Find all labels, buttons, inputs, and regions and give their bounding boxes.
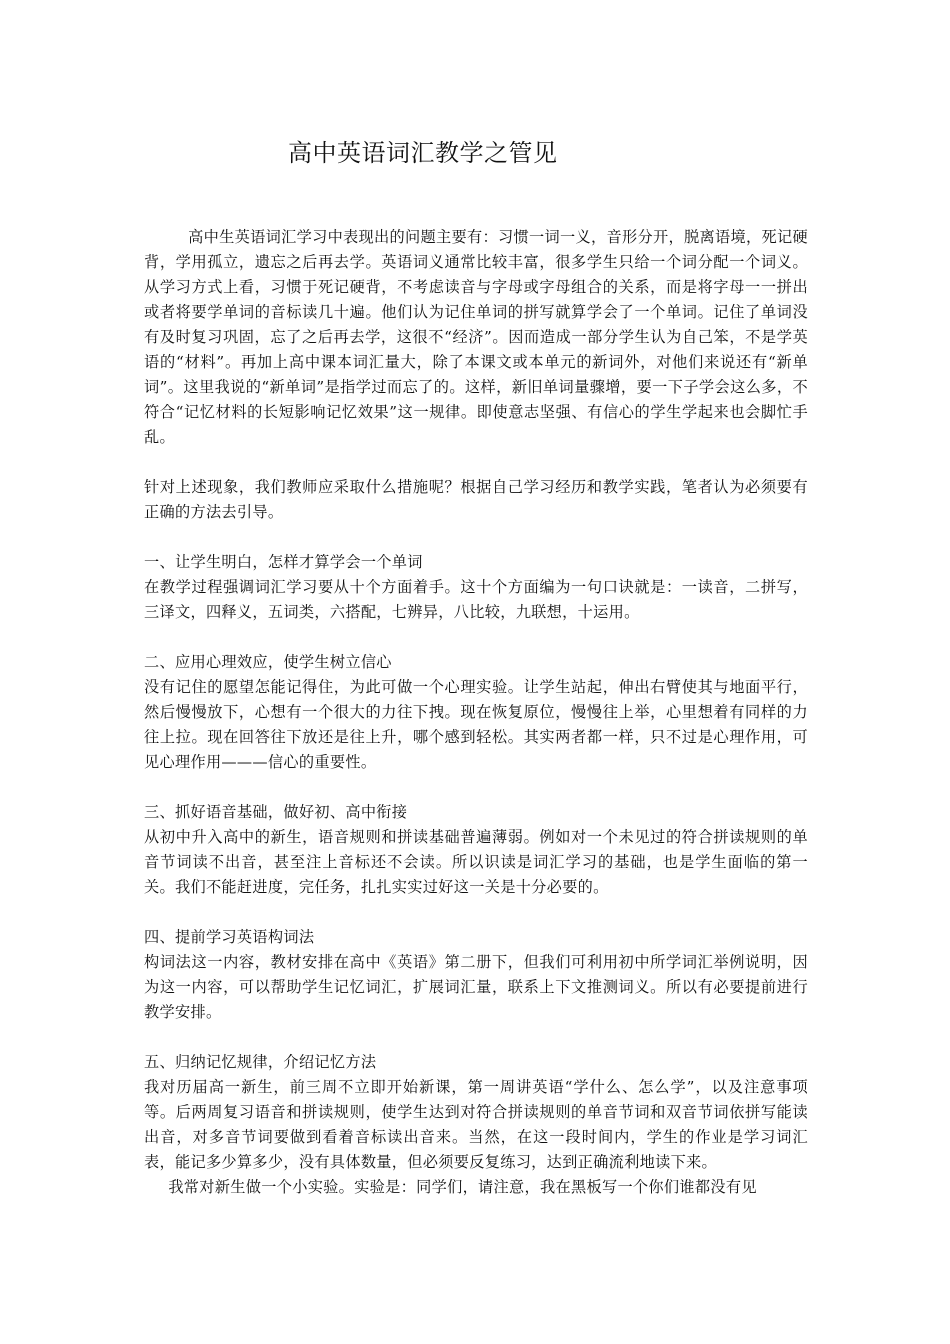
section-1-heading: 一、让学生明白，怎样才算学会一个单词 bbox=[144, 553, 423, 571]
section-3-heading: 三、抓好语音基础，做好初、高中衔接 bbox=[144, 803, 408, 821]
document-body bbox=[144, 225, 808, 1200]
document-title: 高中英语词汇教学之管见 bbox=[288, 139, 558, 167]
section-2-heading: 二、应用心理效应，使学生树立信心 bbox=[144, 653, 392, 671]
paragraph-spacer bbox=[144, 1025, 808, 1050]
paragraph-spacer bbox=[144, 525, 808, 550]
paragraph-spacer bbox=[144, 450, 808, 475]
paragraph-spacer bbox=[144, 625, 808, 650]
section-3-body: 从初中升入高中的新生，语音规则和拼读基础普遍薄弱。例如对一个未见过的符合拼读规则的单音节词读不出音，甚至注上音标还不会读。所以识读是词汇学习的基础，也是学生面临的第一关。我们不能赶进度，完任务，扎扎实实过好这一关是十分必要的。 bbox=[144, 828, 808, 896]
section-5-heading: 五、归纳记忆规律，介绍记忆方法 bbox=[144, 1053, 377, 1071]
section-4-heading: 四、提前学习英语构词法 bbox=[144, 928, 315, 946]
paragraph-spacer bbox=[144, 900, 808, 925]
transition-paragraph: 针对上述现象，我们教师应采取什么措施呢？根据自己学习经历和教学实践，笔者认为必须要有正确的方法去引导。 bbox=[144, 478, 808, 521]
intro-paragraph: 高中生英语词汇学习中表现出的问题主要有：习惯一词一义，音形分开，脱离语境，死记硬背，学用孤立，遗忘之后再去学。英语词义通常比较丰富，很多学生只给一个词分配一个词义。从学习方式上看，习惯于死记硬背，不考虑读音与字母或字母组合的关系，而是将字母一一拼出或者将要学单词的音标读几十遍。他们认为记住单词的拼写就算学会了一个单词。记住了单词没有及时复习巩固，忘了之后再去学，这很不“经济”。因而造成一部分学生认为自己笨，不是学英语的“材料”。再加上高中课本词汇量大，除了本课文或本单元的新词外，对他们来说还有“新单词”。这里我说的“新单词”是指学过而忘了的。这样，新旧单词量骤增，要一下子学会这么多，不符合“记忆材料的长短影响记忆效果”这一规律。即使意志坚强、有信心的学生学起来也会脚忙手乱。 bbox=[144, 228, 808, 446]
section-2-body: 没有记住的愿望怎能记得住，为此可做一个心理实验。让学生站起，伸出右臂使其与地面平行，然后慢慢放下，心想有一个很大的力往下拽。现在恢复原位，慢慢往上举，心里想着有同样的力往上拉。现在回答往下放还是往上升，哪个感到轻松。其实两者都一样，只不过是心理作用，可见心理作用———信心的重要性。 bbox=[144, 678, 808, 771]
section-1-body: 在教学过程强调词汇学习要从十个方面着手。这十个方面编为一句口诀就是：一读音，二拼写，三译文，四释义，五词类，六搭配，七辨异，八比较，九联想，十运用。 bbox=[144, 578, 808, 621]
section-5-experiment-paragraph: 我常对新生做一个小实验。实验是：同学们，请注意，我在黑板写一个你们谁都没有见 bbox=[168, 1178, 757, 1196]
section-5-body: 我对历届高一新生，前三周不立即开始新课，第一周讲英语“学什么、怎么学”，以及注意事项等。后两周复习语音和拼读规则，使学生达到对符合拼读规则的单音节词和双音节词依拼写能读出音，对多音节词要做到看着音标读出音来。当然，在这一段时间内，学生的作业是学习词汇表，能记多少算多少，没有具体数量，但必须要反复练习，达到正确流利地读下来。 bbox=[144, 1078, 808, 1171]
paragraph-spacer bbox=[144, 775, 808, 800]
section-4-body: 构词法这一内容，教材安排在高中《英语》第二册下，但我们可利用初中所学词汇举例说明，因为这一内容，可以帮助学生记忆词汇，扩展词汇量，联系上下文推测词义。所以有必要提前进行教学安排。 bbox=[144, 953, 808, 1021]
